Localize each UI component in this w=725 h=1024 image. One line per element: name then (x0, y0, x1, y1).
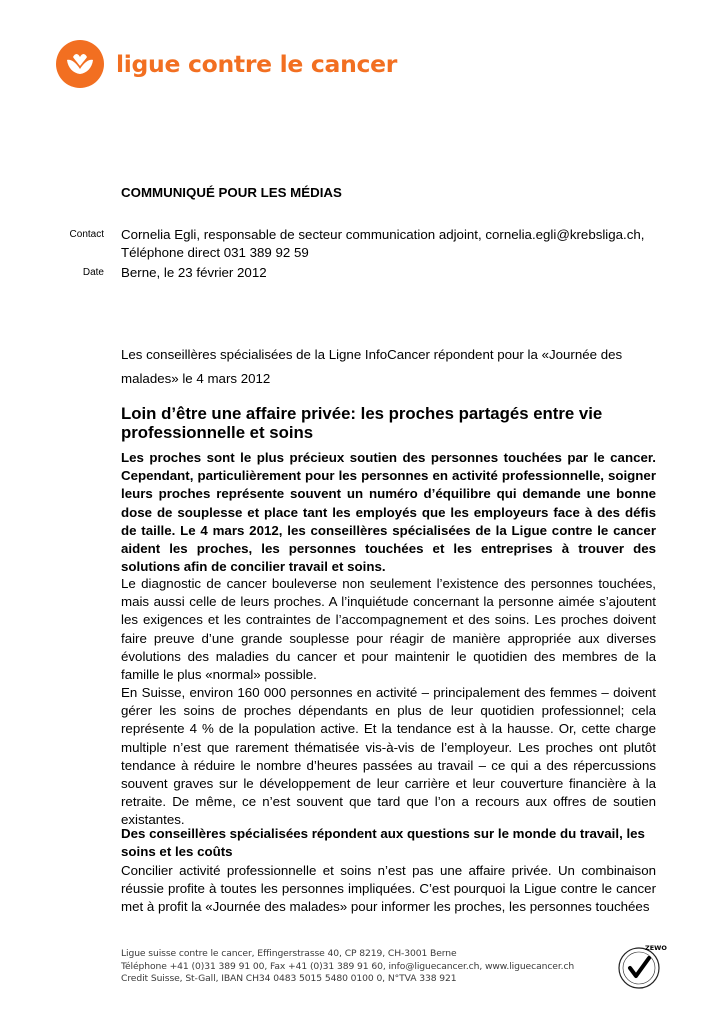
press-subtitle: Les conseillères spécialisées de la Ligne InfoCancer répondent pour la «Journée des malades» le 4 mars 2012 (121, 347, 623, 386)
body-paragraph-1: Le diagnostic de cancer bouleverse non seulement l’existence des personnes touchées, mais aussi celle de leurs proches. A l’inquiétude concernant la personne aimée s’ajoutent les exigences et les contraintes de l’accompagnement et des soins. Les proches doivent faire preuve d’une grande souplesse pour réagir de manière appropriée aux diverses évolutions des maladies du cancer et pour maintenir le quotidien des membres de la famille le plus «normal» possible. (121, 576, 656, 683)
footer-address (121, 948, 601, 986)
contact-line-1: Cornelia Egli, responsable de secteur communication adjoint, cornelia.egli@krebsliga.ch, (121, 227, 645, 242)
footer-line-1: Ligue suisse contre le cancer, Effingerstrasse 40, CP 8219, CH-3001 Berne (121, 948, 457, 959)
body-paragraph-3: Concilier activité professionnelle et soins n’est pas une affaire privée. Un combinaison réussie profite à toutes les personnes impliquées. C’est pourquoi la Ligue contre le cancer met à profit la «Journée des malades» pour informer les proches, les personnes touchées (121, 863, 656, 915)
ligue-flower-logo-icon (56, 40, 104, 88)
section-heading: Des conseillères spécialisées répondent aux questions sur le monde du travail, les soins et les coûts (121, 826, 645, 860)
brand-logo (56, 40, 397, 88)
contact-label: Contact (69, 229, 104, 240)
contact-line-2: Téléphone direct 031 389 92 59 (121, 245, 309, 260)
page-title: Loin d’être une affaire privée: les proches partagés entre vie professionnelle et soins (121, 404, 603, 442)
brand-name: ligue contre le cancer (116, 50, 398, 78)
date-value: Berne, le 23 février 2012 (121, 265, 267, 280)
footer-line-3: Credit Suisse, St-Gall, IBAN CH34 0483 5015 5480 0100 0, N°TVA 338 921 (121, 973, 457, 984)
zewo-seal-icon (615, 943, 667, 991)
press-kicker: COMMUNIQUÉ POUR LES MÉDIAS (121, 185, 342, 200)
date-label: Date (82, 267, 104, 278)
lead-paragraph: Les proches sont le plus précieux soutien des personnes touchées par le cancer. Cependant, particulièrement pour les personnes en activité professionnelle, soigner leurs proches représente souvent un numéro d’équilibre qui demande une bonne dose de souplesse et place tant les employés que les employeurs face à des défis de taille. Le 4 mars 2012, les conseillères spécialisées de la Ligue contre le cancer aident les proches, les personnes touchées et les entreprises à trouver des solutions afin de concilier travail et soins. (121, 450, 656, 575)
body-paragraph-2: En Suisse, environ 160 000 personnes en activité – principalement des femmes – doivent gérer les soins de proches dépendants en plus de leur quotidien professionnel; cela représente 4 % de la population active. Et la tendance est à la hausse. Or, cette charge multiple n’est que rarement thématisée vis-à-vis de l’employeur. Les proches ont plutôt tendance à réduire le nombre d’heures passées au travail – ce qui a des répercussions souvent graves sur le développement de leur carrière et leur couverture financière à la retraite. De même, ce n’est souvent que tard que l’on a recours aux offres de soutien existantes. (121, 685, 656, 828)
footer-line-2: Téléphone +41 (0)31 389 91 00, Fax +41 (0)31 389 91 60, info@liguecancer.ch, www.liguecancer.ch (121, 960, 575, 972)
zewo-seal-text: ZEWO (645, 944, 667, 952)
